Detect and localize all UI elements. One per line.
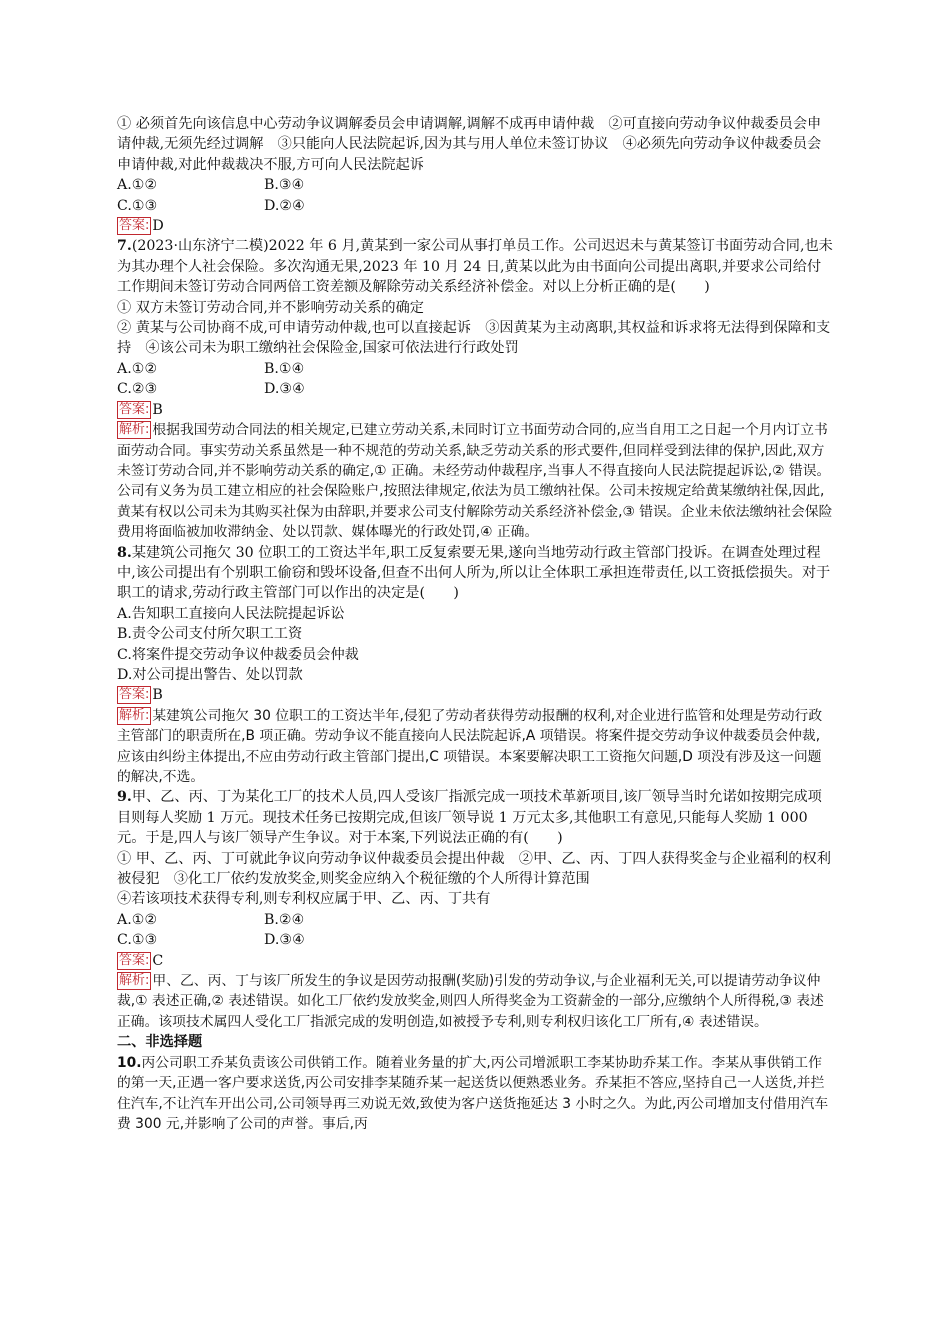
- q9-option-d: D.③④: [264, 932, 305, 949]
- q9-analysis-text: 甲、乙、丙、丁与该厂所发生的争议是因劳动报酬(奖励)引发的劳动争议,与企业福利无关,可以提请劳动争议仲裁,① 表述正确,② 表述错误。如化工厂依约发放奖金,则四人所得奖金为工资薪金的一部分,应缴纳个人所得税,③ 表述正确。该项技术属四人受化工厂指派完成的发明创造,如被授予专利,则专利权归该化工厂所有,④ 表述错误。: [117, 973, 824, 1030]
- q7-option-b: B.①④: [264, 360, 305, 377]
- q9-option-a: A.①②: [117, 911, 158, 928]
- answer-label: 答案:: [119, 952, 150, 968]
- q8-answer: [117, 685, 833, 705]
- q9-analysis: [117, 971, 833, 1032]
- q10-stem-text: 丙公司职工乔某负责该公司供销工作。随着业务量的扩大,丙公司增派职工李某协助乔某工作。李某从事供销工作的第一天,正遇一客户要求送货,丙公司安排李某随乔某一起送货以便熟悉业务。乔某拒不答应,坚持自己一人送货,并拦住汽车,不让汽车开出公司,公司领导再三劝说无效,致使为客户送货拖延达 3 小时之久。为此,丙公司增加支付借用汽车费 300 元,并影响了公司的声誉。事后,丙: [117, 1054, 829, 1132]
- answer-label: 答案:: [119, 218, 150, 234]
- q8-option-a: A.告知职工直接向人民法院提起诉讼: [117, 605, 345, 622]
- q9-option-b: B.②④: [264, 911, 305, 928]
- q7-statement-1: ① 双方未签订劳动合同,并不影响劳动关系的确定: [117, 299, 424, 316]
- q6-option-a: A.①②: [117, 177, 158, 194]
- q6-options-row1: [117, 175, 833, 195]
- q6-options-row2: [117, 196, 833, 216]
- q7-option-a: A.①②: [117, 360, 158, 377]
- analysis-label: 解析:: [119, 973, 150, 989]
- q7-analysis-text: 根据我国劳动合同法的相关规定,已建立劳动关系,未同时订立书面劳动合同的,应当自用工之日起一个月内订立书面劳动合同。事实劳动关系虽然是一种不规范的劳动关系,缺乏劳动关系的形式要件,但同样受到法律的保护,因此,双方未签订劳动合同,并不影响劳动关系的确定,① 正确。未经劳动仲裁程序,当事人不得直接向人民法院提起诉讼,② 错误。公司有义务为员工建立相应的社会保险账户,按照法律规定,依法为员工缴纳社保。公司未按规定给黄某缴纳社保,因此,黄某有权以公司未为其购买社保为由辞职,并要求公司支付解除劳动关系经济补偿金,③ 错误。企业未依法缴纳社会保险费用将面临被加收滞纳金、处以罚款、媒体曝光的行政处罚,④ 正确。: [117, 422, 833, 541]
- q8-analysis: [117, 706, 833, 788]
- q10-stem: [117, 1053, 833, 1135]
- q8-option-b: B.责令公司支付所欠职工工资: [117, 626, 303, 643]
- q9-answer-value: C: [152, 952, 164, 969]
- q9-options-row1: [117, 910, 833, 930]
- q8-stem: [117, 543, 833, 604]
- q6-option-d: D.②④: [264, 197, 305, 214]
- q9-statement-2: ④若该项技术获得专利,则专利权应属于甲、乙、丙、丁共有: [117, 891, 491, 908]
- q9-stem: [117, 787, 833, 848]
- q7-options-row1: [117, 359, 833, 379]
- q8-number: 8.: [117, 544, 132, 561]
- q7-stem-text: (2023·山东济宁二模)2022 年 6 月,黄某到一家公司从事打单员工作。公司迟迟未与黄某签订书面劳动合同,也未为其办理个人社会保险。多次沟通无果,2023 年 10 月 24 日,黄某以此为由书面向公司提出离职,并要求公司给付工作期间未签订劳动合同两倍工资差额及解除劳动关系经济补偿金。对以上分析正确的是( ): [117, 238, 833, 296]
- q7-answer-value: B: [152, 401, 163, 418]
- q9-statement-1: ① 甲、乙、丙、丁可就此争议向劳动争议仲裁委员会提出仲裁 ②甲、乙、丙、丁四人获得奖金与企业福利的权利被侵犯 ③化工厂依约发放奖金,则奖金应纳入个税征缴的个人所得计算范围: [117, 850, 831, 888]
- analysis-label: 解析:: [119, 422, 150, 438]
- analysis-label: 解析:: [119, 707, 150, 723]
- q8-stem-text: 某建筑公司拖欠 30 位职工的工资达半年,职工反复索要无果,遂向当地劳动行政主管部门投诉。在调查处理过程中,该公司提出有个别职工偷窃和毁坏设备,但查不出何人所为,所以让全体职工承担连带责任,以工资抵偿损失。对于职工的请求,劳动行政主管部门可以作出的决定是( ): [117, 544, 831, 602]
- q6-option-b: B.③④: [264, 177, 305, 194]
- q7-answer: [117, 400, 833, 420]
- answer-label: 答案:: [119, 687, 150, 703]
- q6-answer: [117, 216, 833, 236]
- q6-answer-value: D: [152, 218, 164, 235]
- q7-option-d: D.③④: [264, 381, 305, 398]
- q8-analysis-text: 某建筑公司拖欠 30 位职工的工资达半年,侵犯了劳动者获得劳动报酬的权利,对企业进行监管和处理是劳动行政主管部门的职责所在,B 项正确。劳动争议不能直接向人民法院起诉,A 项错误。将案件提交劳动争议仲裁委员会仲裁,应该由纠纷主体提出,不应由劳动行政主管部门提出,C 项错误。本案要解决职工工资拖欠问题,D 项没有涉及这一问题的解决,不选。: [117, 707, 823, 785]
- q7-stem: [117, 236, 833, 297]
- q7-statement-2: ② 黄某与公司协商不成,可申请劳动仲裁,也可以直接起诉 ③因黄某为主动离职,其权益和诉求将无法得到保障和支持 ④该公司未为职工缴纳社会保险金,国家可依法进行行政处罚: [117, 320, 831, 357]
- q7-options-row2: [117, 379, 833, 399]
- q8-option-c: C.将案件提交劳动争议仲裁委员会仲裁: [117, 646, 359, 663]
- q7-number: 7.: [117, 238, 132, 255]
- q9-number: 9.: [117, 789, 132, 806]
- answer-label: 答案:: [119, 401, 150, 417]
- q10-number: 10.: [117, 1054, 142, 1071]
- q6-option-c: C.①③: [117, 197, 158, 214]
- q9-answer: [117, 951, 833, 971]
- section-heading: 二、非选择题: [117, 1034, 203, 1051]
- q8-answer-value: B: [152, 687, 163, 704]
- q7-analysis: [117, 420, 833, 542]
- document-page: [117, 114, 833, 1134]
- q8-option-d: D.对公司提出警告、处以罚款: [117, 666, 303, 683]
- q9-option-c: C.①③: [117, 932, 158, 949]
- q9-options-row2: [117, 930, 833, 950]
- q6-statements: ① 必须首先向该信息中心劳动争议调解委员会申请调解,调解不成再申请仲裁 ②可直接向劳动争议仲裁委员会申请仲裁,无须先经过调解 ③只能向人民法院起诉,因为其与用人单位未签订协议 ④必须先向劳动争议仲裁委员会申请仲裁,对此仲裁裁决不服,方可向人民法院起诉: [117, 116, 822, 173]
- q9-stem-text: 甲、乙、丙、丁为某化工厂的技术人员,四人受该厂指派完成一项技术革新项目,该厂领导当时允诺如按期完成项目则每人奖励 1 万元。现技术任务已按期完成,但该厂领导说 1 万元太多,其他职工有意见,只能每人奖励 1 000 元。于是,四人与该厂领导产生争议。对于本案,下列说法正确的有( ): [117, 789, 822, 847]
- q7-option-c: C.②③: [117, 381, 158, 398]
